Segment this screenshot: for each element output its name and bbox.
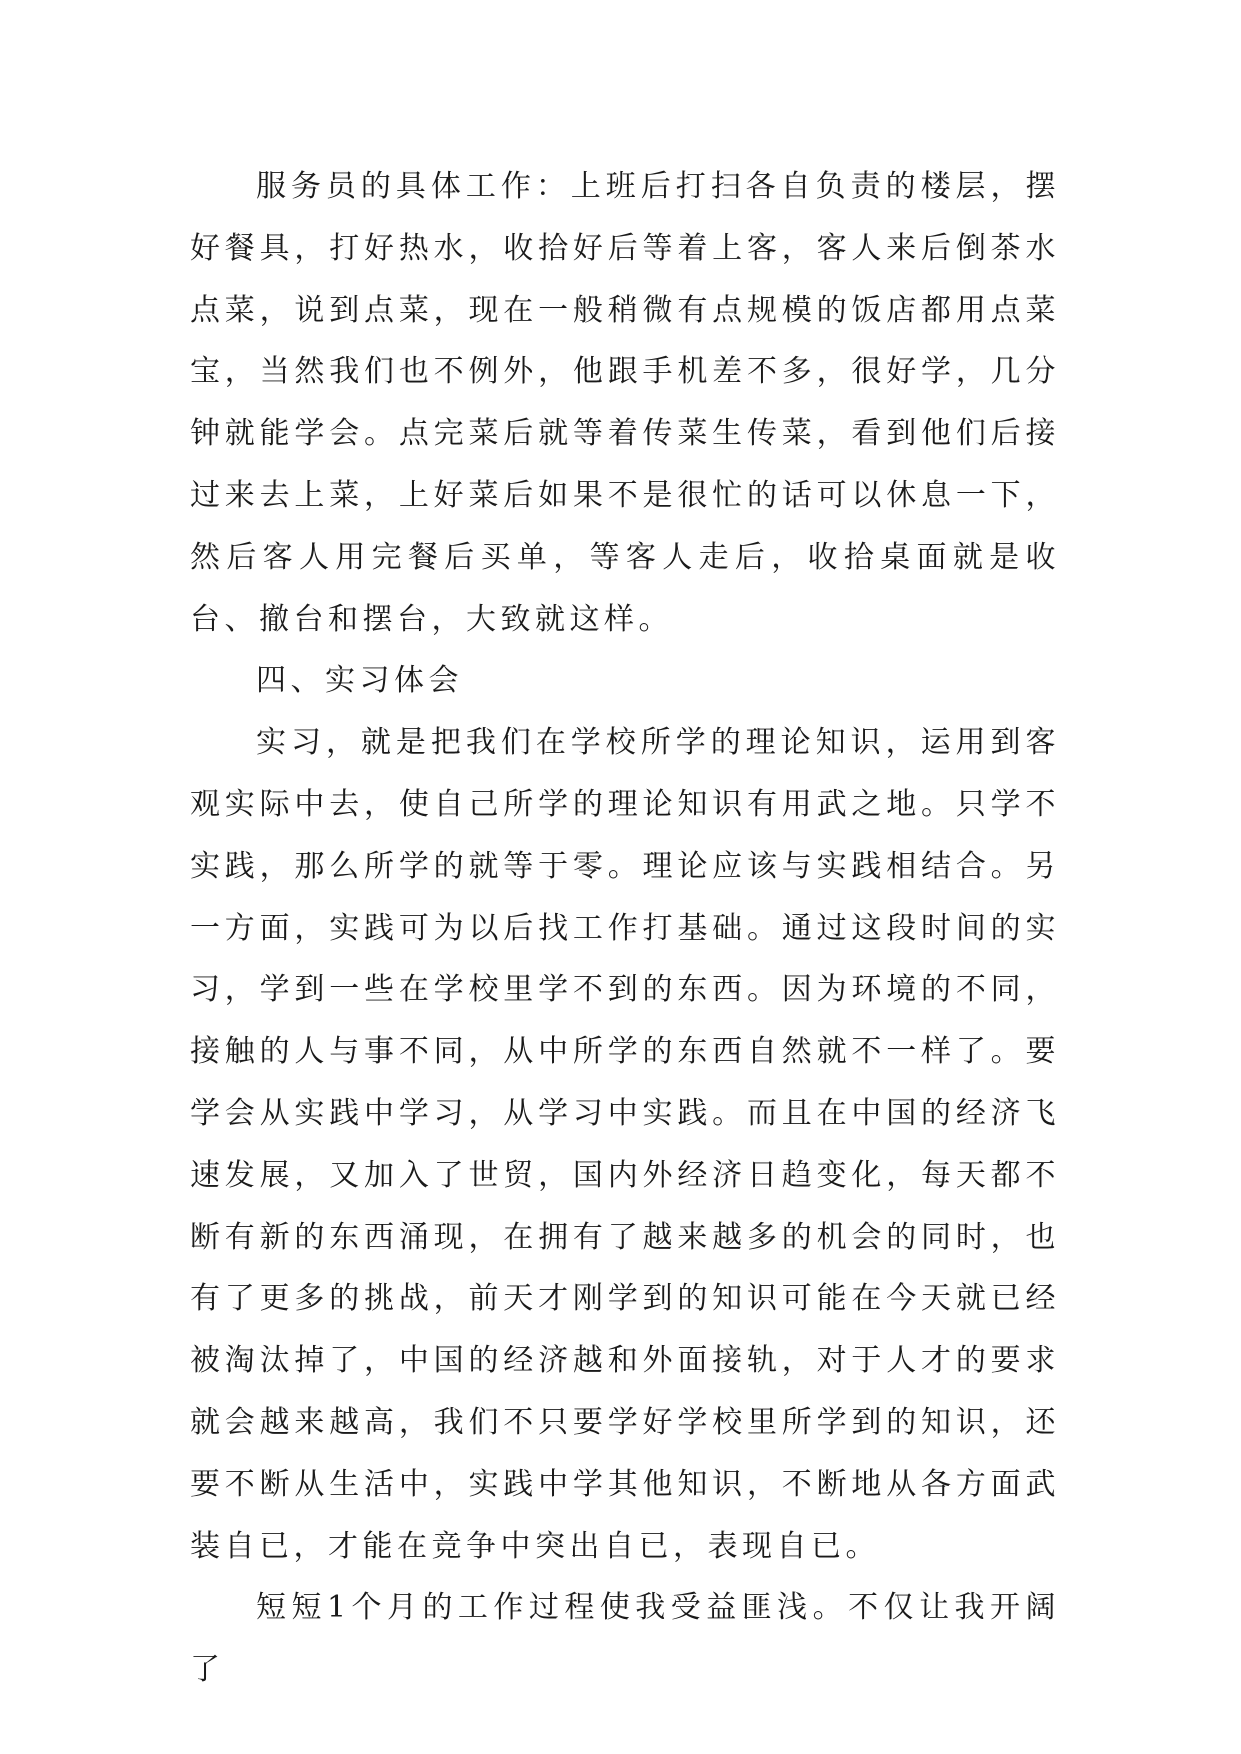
document-body — [190, 156, 1060, 1701]
paragraph-internship-reflection: 实习，就是把我们在学校所学的理论知识，运用到客观实际中去，使自己所学的理论知识有用武之地。只学不实践，那么所学的就等于零。理论应该与实践相结合。另一方面，实践可为以后找工作打基础。通过这段时间的实习，学到一些在学校里学不到的东西。因为环境的不同，接触的人与事不同，从中所学的东西自然就不一样了。要学会从实践中学习，从学习中实践。而且在中国的经济飞速发展，又加入了世贸，国内外经济日趋变化，每天都不断有新的东西涌现，在拥有了越来越多的机会的同时，也有了更多的挑战，前天才刚学到的知识可能在今天就已经被淘汰掉了，中国的经济越和外面接轨，对于人才的要求就会越来越高，我们不只要学好学校里所学到的知识，还要不断从生活中，实践中学其他知识，不断地从各方面武装自已，才能在竞争中突出自已，表现自已。 — [190, 725, 1060, 1564]
paragraph-waiter-duties: 服务员的具体工作：上班后打扫各自负责的楼层，摆好餐具，打好热水，收拾好后等着上客，客人来后倒茶水点菜，说到点菜，现在一般稍微有点规模的饭店都用点菜宝，当然我们也不例外，他跟手机差不多，很好学，几分钟就能学会。点完菜后就等着传菜生传菜，看到他们后接过来去上菜，上好菜后如果不是很忙的话可以休息一下，然后客人用完餐后买单，等客人走后，收拾桌面就是收台、撤台和摆台，大致就这样。 — [190, 169, 1060, 637]
paragraph-one-month-summary: 短短1个月的工作过程使我受益匪浅。不仅让我开阔了 — [190, 1590, 1060, 1688]
section-heading-internship-reflection: 四、实习体会 — [256, 663, 463, 699]
